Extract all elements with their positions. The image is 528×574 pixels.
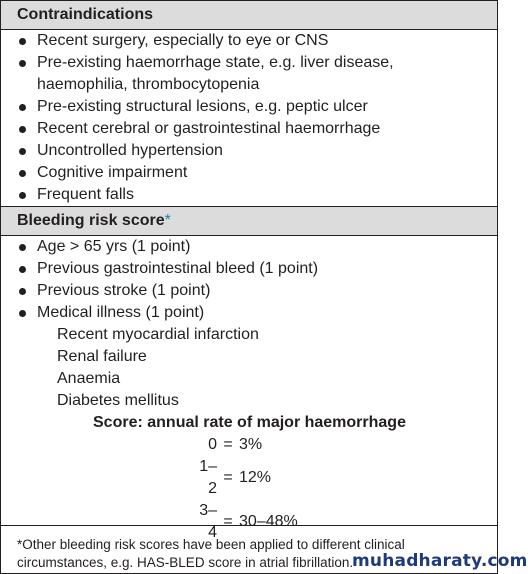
contraindications-list <box>1 30 497 206</box>
score-title: Score: annual rate of major haemorrhage <box>93 414 406 431</box>
bleeding-risk-header <box>1 206 497 236</box>
bleeding-risk-list <box>1 236 497 324</box>
score-range: 0 <box>208 436 217 453</box>
score-range: 3–4 <box>199 502 217 541</box>
list-item: Previous gastrointestinal bleed (1 point) <box>17 258 497 280</box>
equals-sign: = <box>223 469 233 486</box>
sub-list-item: Anaemia <box>57 370 121 387</box>
bullet-icon <box>19 38 26 45</box>
bleeding-risk-title: Bleeding risk score <box>17 212 165 229</box>
contraindications-title: Contraindications <box>17 6 154 23</box>
bullet-icon <box>19 288 26 295</box>
list-item: Uncontrolled hypertension <box>17 140 497 162</box>
bullet-icon <box>19 104 26 111</box>
bullet-icon <box>19 60 26 67</box>
equals-sign: = <box>223 513 233 530</box>
sub-list-item: Diabetes mellitus <box>57 392 179 409</box>
footnote-line: circumstances, e.g. HAS-BLED score in atrial fibrillation. <box>17 555 354 570</box>
medical-illness-sublist <box>1 324 497 412</box>
bullet-icon <box>19 126 26 133</box>
list-item: Cognitive impairment <box>17 162 497 184</box>
score-rate: 30–48% <box>239 513 298 530</box>
list-item: Previous stroke (1 point) <box>17 280 497 302</box>
contraindications-header <box>1 1 497 30</box>
sub-list-item: Recent myocardial infarction <box>57 326 259 343</box>
bullet-icon <box>19 244 26 251</box>
list-item: Pre-existing structural lesions, e.g. peptic ulcer <box>17 96 497 118</box>
list-item: Recent surgery, especially to eye or CNS <box>17 30 497 52</box>
score-rate: 3% <box>239 436 263 453</box>
footnote-line: *Other bleeding risk scores have been applied to different clinical <box>17 537 405 552</box>
sub-list-item: Renal failure <box>57 348 147 365</box>
list-item: Pre-existing haemorrhage state, e.g. liver disease, haemophilia, thrombocytopenia <box>17 52 497 96</box>
bullet-icon <box>19 170 26 177</box>
list-item: Recent cerebral or gastrointestinal haemorrhage <box>17 118 497 140</box>
score-range: 1–2 <box>199 458 217 497</box>
bullet-icon <box>19 148 26 155</box>
bullet-icon <box>19 266 26 273</box>
list-item: Frequent falls <box>17 184 497 206</box>
table-row <box>191 434 298 456</box>
score-rate: 12% <box>239 469 272 486</box>
bullet-icon <box>19 192 26 199</box>
watermark-logo: muhadharaty.com <box>352 551 528 571</box>
equals-sign: = <box>223 436 233 453</box>
table-row <box>191 456 298 500</box>
list-item: Age > 65 yrs (1 point) <box>17 236 497 258</box>
bullet-icon <box>19 310 26 317</box>
list-item: Medical illness (1 point) <box>17 302 497 324</box>
footnote-marker: * <box>164 212 171 229</box>
